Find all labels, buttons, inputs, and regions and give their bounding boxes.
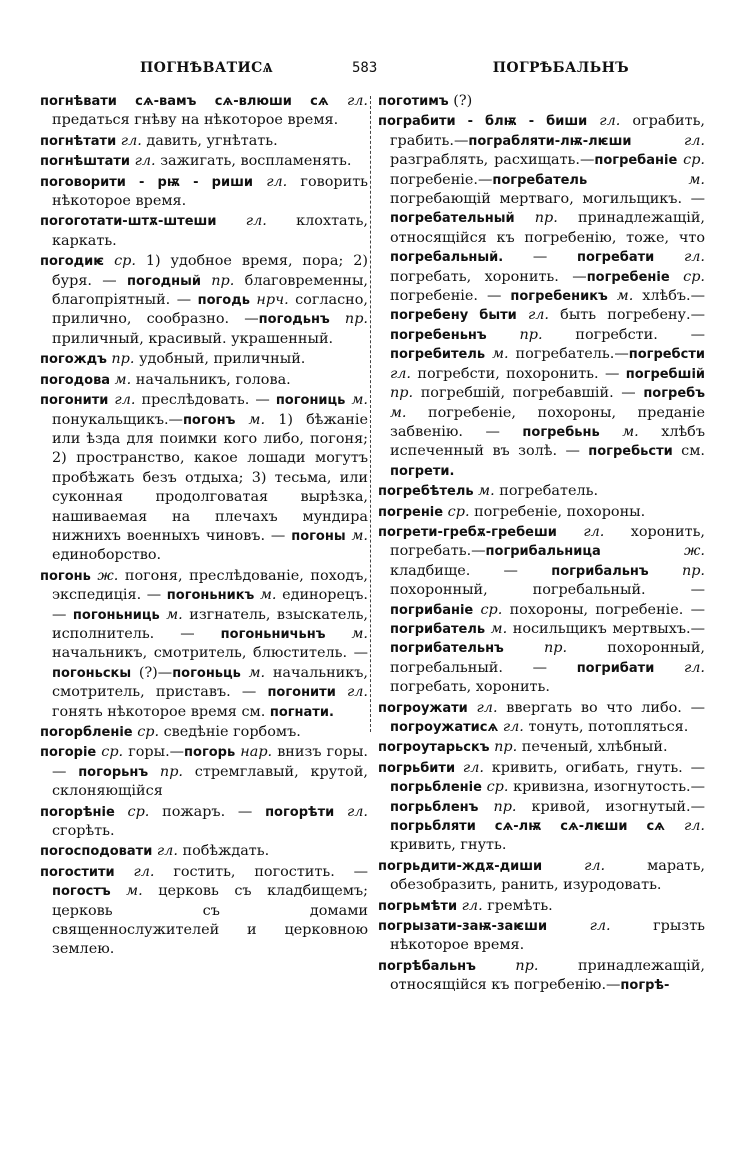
grammar-label: пр. xyxy=(503,640,608,657)
right-column xyxy=(378,92,705,997)
grammar-label: м. xyxy=(240,664,273,681)
headword: погребьнь xyxy=(522,424,600,440)
definition-text: погребеніе, похороны, преданіе забвенію. — xyxy=(390,404,705,440)
grammar-label: гл. xyxy=(556,523,631,540)
headword: пограбити - блѭ - биши xyxy=(378,114,588,130)
headword: погорьнъ xyxy=(78,764,149,780)
headword: погнѣвати сѧ-вамъ сѧ-влюши сѧ xyxy=(40,94,329,109)
headword: погребену быти xyxy=(390,308,517,324)
dictionary-entry xyxy=(40,743,368,801)
definition-text: погребсти, похоронить. — xyxy=(417,365,626,382)
definition-text: говорить нѣкоторое время. xyxy=(52,173,368,210)
definition-text: печеный, хлѣбный. xyxy=(521,739,668,756)
grammar-label: нрч. xyxy=(249,292,296,309)
dictionary-entry xyxy=(40,803,368,842)
definition-text: кладбище. — xyxy=(390,562,552,579)
grammar-label: пр. xyxy=(106,351,140,368)
grammar-label: м. xyxy=(110,883,159,900)
grammar-label: ср. xyxy=(132,724,164,740)
grammar-label: м. xyxy=(345,392,368,409)
headword: погодова xyxy=(40,372,111,388)
definition-text: погоня, преслѣдованіе, походъ, экспедиція. — xyxy=(52,567,368,604)
grammar-label: гл. xyxy=(654,249,705,266)
running-header xyxy=(40,60,704,84)
grammar-label: гл. xyxy=(654,659,705,676)
definition-text: похороны, погребеніе. — xyxy=(509,601,706,618)
grammar-label: м. xyxy=(599,423,662,440)
grammar-label: ср. xyxy=(677,152,705,169)
grammar-label: гл. xyxy=(467,699,507,716)
grammar-label: гл. xyxy=(390,365,418,382)
definition-text: клохтать, каркать. xyxy=(52,213,368,249)
definition-text: — xyxy=(503,249,577,266)
headword: погодьнъ xyxy=(258,312,330,328)
headword: погониць xyxy=(275,393,346,409)
headword: погрибательнъ xyxy=(390,641,504,657)
grammar-label: пр. xyxy=(489,739,522,756)
grammar-label: ср. xyxy=(104,253,146,270)
headword: погрьбленъ xyxy=(390,799,479,815)
headword: погнати. xyxy=(269,704,334,720)
dictionary-entry xyxy=(378,112,705,481)
headword: погребальный. xyxy=(390,250,504,266)
definition-text: кривизна, изогнутость.— xyxy=(513,779,705,796)
dictionary-entry xyxy=(378,699,705,738)
headword: погрибатель xyxy=(390,621,486,637)
definition-text: хлѣбъ испеченный въ золѣ. — xyxy=(390,423,706,460)
definition-text: разграблять, расхищать.— xyxy=(390,152,595,169)
grammar-label: гл. xyxy=(152,843,183,860)
definition-text: погребать, хоронить. xyxy=(390,679,550,696)
grammar-label: гл. xyxy=(516,307,561,324)
headword: погрьмѣти xyxy=(378,898,458,914)
headword: погребшій xyxy=(625,366,706,382)
grammar-label: м. xyxy=(325,625,368,642)
headword: погоньничьнъ xyxy=(220,626,326,642)
header-left-guide-word: ПОГНѢВАТИСѦ xyxy=(140,60,274,76)
definition-text: грызть нѣкоторое время. xyxy=(390,918,705,954)
headword: погребсти xyxy=(628,347,705,363)
headword: погрети. xyxy=(390,463,455,479)
grammar-label: пр. xyxy=(390,385,421,402)
dictionary-entry xyxy=(40,92,368,131)
grammar-label: м. xyxy=(473,483,500,500)
grammar-label: ж. xyxy=(600,543,705,560)
headword: погорѣти xyxy=(265,804,335,820)
headword: погрибальница xyxy=(485,544,601,560)
definition-text: удобный, приличный. xyxy=(139,351,306,368)
grammar-label: м. xyxy=(254,587,283,604)
definition-text: погребеніе, похороны. xyxy=(474,503,646,520)
grammar-label: нар. xyxy=(235,744,278,761)
dictionary-entry xyxy=(40,173,368,212)
headword: погонъ xyxy=(182,412,236,428)
headword: пограбляти-лѭ-лѥши xyxy=(468,133,632,149)
definition-text: преслѣдовать. — xyxy=(141,392,276,409)
definition-text: побѣждать. xyxy=(182,843,270,860)
definition-text: погребеніе.— xyxy=(390,171,493,188)
headword: погребательный xyxy=(390,211,515,227)
definition-text: погребсти. — xyxy=(575,326,705,343)
definition-text: зажигать, воспламенять. xyxy=(160,153,352,170)
headword: погодь xyxy=(197,293,250,309)
dictionary-entry xyxy=(40,212,368,251)
grammar-label: м. xyxy=(110,371,136,388)
headword: погребьсти xyxy=(588,444,673,460)
page-number: 583 xyxy=(352,60,378,76)
headword: поготимъ xyxy=(378,94,449,109)
grammar-label: гл. xyxy=(328,93,368,109)
grammar-label: гл. xyxy=(114,863,174,880)
definition-text: гостить, погостить. — xyxy=(173,863,368,880)
headword: погостити xyxy=(40,864,115,880)
grammar-label: гл. xyxy=(116,132,147,149)
definition-text: погребшій, погребавшій. — xyxy=(420,385,644,402)
headword: погоньць xyxy=(172,665,241,681)
definition-text: принадлежащій, относящійся къ погребенію, тоже, что xyxy=(390,210,705,246)
grammar-label: м. xyxy=(485,346,516,363)
dictionary-entry xyxy=(40,567,368,722)
definition-text: ввергать во что либо. — xyxy=(506,699,705,716)
definition-text: внизъ горы. — xyxy=(52,744,369,780)
dictionary-entry xyxy=(378,917,705,956)
grammar-label: пр. xyxy=(475,957,578,974)
grammar-label: м. xyxy=(235,411,279,428)
definition-text: похоронный, погребальный. — xyxy=(390,582,705,599)
headword: поговорити - рѭ - риши xyxy=(40,174,253,190)
headword: погодиѥ xyxy=(40,254,105,270)
definition-text: кривить, огибать, гнуть. — xyxy=(491,759,705,776)
grammar-label: гл. xyxy=(664,818,705,835)
grammar-label: пр. xyxy=(514,210,578,227)
dictionary-entry xyxy=(40,723,368,742)
definition-text: начальникъ, смотритель, блюститель. — xyxy=(52,645,368,662)
headword: погрьдити-ждѫ-диши xyxy=(378,858,543,874)
definition-text: похоронный, погребальный. — xyxy=(390,640,705,676)
dictionary-entry xyxy=(40,863,368,960)
headword: погрѣ- xyxy=(620,978,670,994)
definition-text: пожаръ. — xyxy=(162,803,266,820)
definition-text: единоборство. xyxy=(52,547,162,564)
dictionary-entry xyxy=(378,957,705,996)
headword: погрети-гребѫ-гребеши xyxy=(378,524,557,540)
definition-text: погребатель. xyxy=(499,483,599,500)
grammar-label: ср. xyxy=(481,779,514,796)
grammar-label: ср. xyxy=(96,744,129,761)
definition-text: принадлежащій, относящійся къ погребенію.— xyxy=(390,957,705,994)
definition-text: см. xyxy=(672,443,705,460)
definition-text: гремѣть. xyxy=(487,897,553,914)
definition-text: быть погребену.— xyxy=(560,307,705,324)
column-divider xyxy=(370,96,371,732)
definition-text: (?)— xyxy=(131,664,173,681)
definition-text: 1) бѣжаніе или ѣзда для поимки кого либо, погоня; 2) пространство, какое лошади могутъ пробѣжать безъ отдыха; 3) тесьма, или суконная продолговатая вырѣзка, нашиваемая на плечахъ мундира нижнихъ военныхъ чиновъ. — xyxy=(52,411,368,544)
definition-text: погребеніе. — xyxy=(390,288,511,305)
headword: погосподовати xyxy=(40,844,153,860)
dictionary-entry xyxy=(378,503,705,522)
dictionary-entry xyxy=(40,842,368,861)
grammar-label: пр. xyxy=(486,326,576,343)
grammar-label: гл. xyxy=(130,153,161,170)
left-column xyxy=(40,92,368,961)
dictionary-entry xyxy=(378,92,705,111)
grammar-label: м. xyxy=(345,527,368,544)
grammar-label: пр. xyxy=(329,311,368,328)
grammar-label: ср. xyxy=(473,601,510,618)
grammar-label: м. xyxy=(607,288,643,305)
headword: погорбленіе xyxy=(40,725,133,740)
grammar-label: гл. xyxy=(335,684,368,701)
grammar-label: гл. xyxy=(547,918,654,935)
dictionary-entry xyxy=(378,482,705,501)
headword: погрибаніе xyxy=(390,602,474,618)
definition-text: приличный, красивый. украшенный. xyxy=(52,330,334,347)
dictionary-entry xyxy=(378,738,705,757)
headword: погрызати-заѭ-заѥши xyxy=(378,919,548,935)
definition-text: предаться гнѣву на нѣкоторое время. xyxy=(52,112,339,129)
dictionary-entry xyxy=(378,759,705,856)
dictionary-entry xyxy=(40,252,368,349)
grammar-label: пр. xyxy=(148,763,195,780)
headword: погнѣштати xyxy=(40,154,131,170)
headword: погребитель xyxy=(390,347,486,363)
grammar-label: гл. xyxy=(455,759,492,776)
headword: погроужатисѧ xyxy=(390,720,499,735)
headword: погрьбляти сѧ-лѭ сѧ-лѥши сѧ xyxy=(390,819,665,835)
grammar-label: гл. xyxy=(334,803,369,820)
grammar-label: м. xyxy=(159,606,190,623)
definition-text: (?) xyxy=(448,93,473,109)
definition-text: гонять нѣкоторое время см. xyxy=(52,703,270,720)
headword: погодный xyxy=(127,273,201,289)
grammar-label: м. xyxy=(390,404,429,421)
headword: погребеньнъ xyxy=(390,327,487,343)
headword: погребъ xyxy=(643,386,705,402)
dictionary-entry xyxy=(378,523,705,698)
definition-text: погребающій мертваго, могильщикъ. — xyxy=(390,191,705,208)
definition-text: хлѣбъ.— xyxy=(642,288,706,305)
grammar-label: гл. xyxy=(216,213,297,230)
dictionary-entry xyxy=(378,897,705,916)
grammar-label: гл. xyxy=(253,173,301,190)
headword: погрьбити xyxy=(378,760,456,776)
grammar-label: пр. xyxy=(478,798,532,815)
headword: погоньникъ xyxy=(166,588,255,604)
headword: погрьбленіе xyxy=(390,780,482,796)
headword: погостъ xyxy=(52,884,111,900)
headword: погребати xyxy=(576,250,655,266)
grammar-label: гл. xyxy=(631,132,705,149)
definition-text: 1) удобное время, пора; 2) буря. — xyxy=(52,253,368,289)
definition-text: понукальщикъ.— xyxy=(52,411,183,428)
headword: погорѣніе xyxy=(40,804,115,820)
grammar-label: м. xyxy=(587,171,705,188)
definition-text: тонуть, потопляться. xyxy=(528,719,689,735)
headword: погонити xyxy=(40,393,109,409)
grammar-label: гл. xyxy=(457,897,488,914)
definition-text: горы.— xyxy=(128,744,185,761)
dictionary-entry xyxy=(378,857,705,896)
headword: погребеникъ xyxy=(510,289,608,305)
definition-text: носильщикъ мертвыхъ.— xyxy=(512,620,705,637)
grammar-label: ж. xyxy=(90,567,125,584)
headword: погреніе xyxy=(378,504,444,520)
definition-text: начальникъ, смотритель, приставъ. — xyxy=(52,664,368,701)
headword: погрибати xyxy=(576,660,655,676)
dictionary-entry xyxy=(40,391,368,566)
headword: погоньскы xyxy=(52,665,132,681)
definition-text: стремглавый, крутой, склоняющійся xyxy=(52,763,368,800)
definition-text: кривой, изогнутый.— xyxy=(531,798,705,815)
headword: погонити xyxy=(267,685,336,701)
grammar-label: ср. xyxy=(114,803,163,820)
grammar-label: гл. xyxy=(542,857,648,874)
definition-text: единорецъ. — xyxy=(52,587,368,623)
grammar-label: м. xyxy=(485,620,513,637)
definition-text: начальникъ, голова. xyxy=(135,371,291,388)
headword: погрибальнъ xyxy=(551,563,649,579)
definition-text: хоронить, погребать.— xyxy=(390,523,705,560)
definition-text: сгорѣть. xyxy=(52,823,115,840)
headword: погроутарьскъ xyxy=(378,740,490,756)
headword: погоріе xyxy=(40,745,97,761)
headword: погребаніе xyxy=(594,153,678,169)
grammar-label: ср. xyxy=(443,503,475,520)
grammar-label: гл. xyxy=(498,719,529,735)
grammar-label: гл. xyxy=(587,113,633,130)
headword: погребѣтель xyxy=(378,484,474,500)
dictionary-entry xyxy=(40,152,368,171)
header-right-guide-word: ПОГРѢБАЛЬНЪ xyxy=(492,60,629,76)
definition-text: погребатель.— xyxy=(515,346,629,363)
definition-text: сведѣніе горбомъ. xyxy=(163,724,301,740)
definition-text: ограбить, грабить.— xyxy=(390,113,705,149)
grammar-label: ср. xyxy=(669,268,705,285)
headword: погонь xyxy=(40,568,91,584)
definition-text: изгнатель, взыскатель, исполнитель. — xyxy=(52,606,368,642)
definition-text: кривить, гнуть. xyxy=(390,837,507,854)
headword: погребатель xyxy=(492,172,588,188)
headword: погрѣбальнъ xyxy=(378,958,476,974)
grammar-label: пр. xyxy=(648,562,705,579)
definition-text: церковь съ кладбищемъ; церковь съ домами священнослужителей и церковною землею. xyxy=(52,883,368,958)
headword: погоготати-штѫ-штеши xyxy=(40,214,217,230)
definition-text: согласно, прилично, сообразно. — xyxy=(52,292,368,328)
headword: погнѣтати xyxy=(40,133,117,149)
dictionary-entry xyxy=(40,371,368,390)
dictionary-entry xyxy=(40,350,368,369)
grammar-label: пр. xyxy=(200,272,245,289)
grammar-label: гл. xyxy=(108,392,142,409)
definition-text: погребать, хоронить. — xyxy=(390,268,587,285)
definition-text: марать, обезобразить, ранить, изуродовать. xyxy=(390,857,705,894)
headword: погождъ xyxy=(40,352,107,368)
headword: погорь xyxy=(184,745,236,761)
definition-text: благовременны, благопріятный. — xyxy=(52,272,368,309)
headword: погроужати xyxy=(378,700,468,716)
headword: погребеніе xyxy=(586,269,670,285)
headword: погоны xyxy=(291,528,346,544)
headword: погоньниць xyxy=(72,607,160,623)
definition-text: давить, угнѣтать. xyxy=(146,132,278,149)
dictionary-entry xyxy=(40,132,368,151)
